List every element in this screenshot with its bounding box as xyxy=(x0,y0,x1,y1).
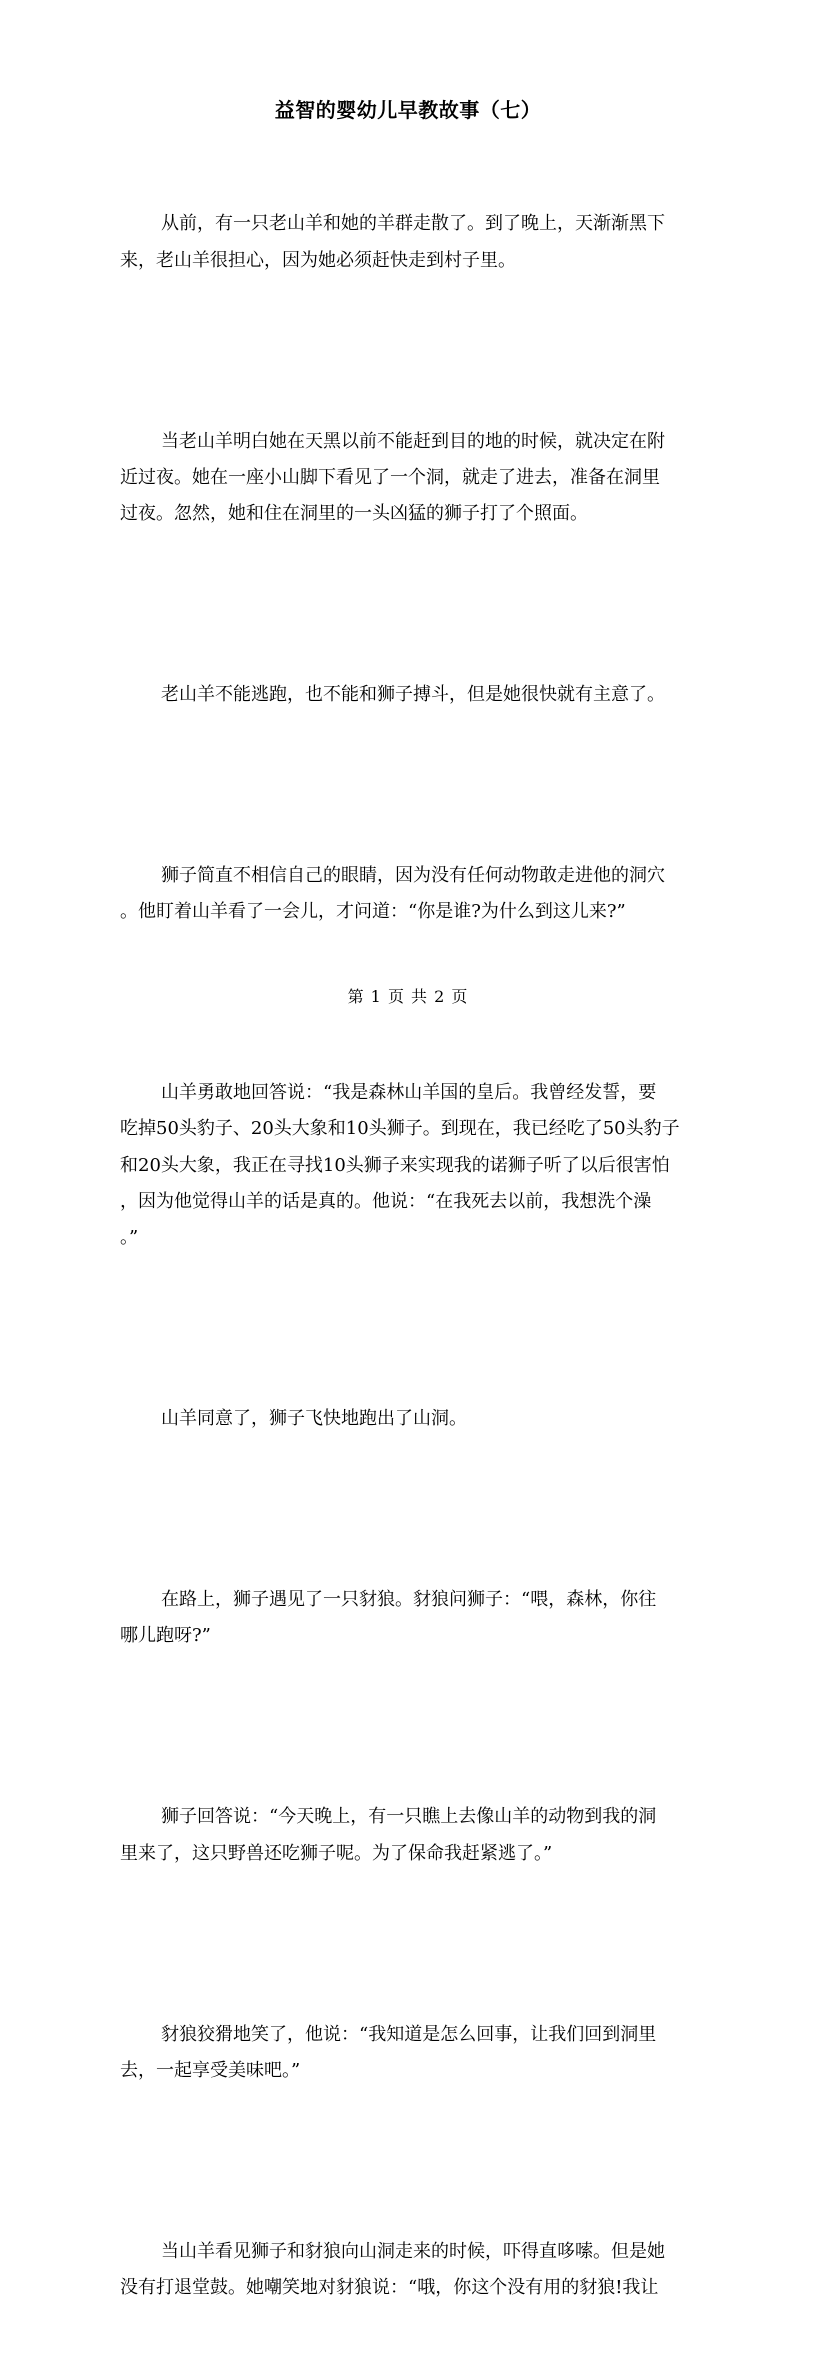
story-body xyxy=(120,134,700,2379)
paragraph-7 xyxy=(120,1510,700,1727)
paragraph-6 xyxy=(120,1329,700,1510)
paragraph-line: 狮子简直不相信自己的眼睛，因为没有任何动物敢走进他的洞穴 xyxy=(161,865,665,887)
paragraph-2 xyxy=(120,351,700,604)
paragraph-line: 当老山羊明白她在天黑以前不能赶到目的地的时候，就决定在附 xyxy=(161,430,665,452)
paragraph-line: 过夜。忽然，她和住在洞里的一头凶猛的狮子打了个照面。 xyxy=(120,503,588,525)
paragraph-1 xyxy=(120,134,700,351)
paragraph-line: 山羊勇敢地回答说：“我是森林山羊国的皇后。我曾经发誓，要 xyxy=(161,1082,657,1104)
paragraph-line: 狮子回答说：“今天晚上，有一只瞧上去像山羊的动物到我的洞 xyxy=(161,1806,657,1828)
paragraph-4 xyxy=(120,786,700,1003)
paragraph-line: 里来了，这只野兽还吃狮子呢。为了保命我赶紧逃了。” xyxy=(120,1842,553,1864)
paragraph-line: 。” xyxy=(120,1227,139,1249)
paragraph-line: 在路上，狮子遇见了一只豺狼。豺狼问狮子：“喂，森林，你往 xyxy=(161,1589,657,1611)
paragraph-line: 来，老山羊很担心，因为她必须赶快走到村子里。 xyxy=(120,249,516,271)
paragraph-line: 吃掉50头豹子、20头大象和10头狮子。到现在，我已经吃了50头豹子 xyxy=(120,1118,680,1140)
paragraph-5 xyxy=(120,1003,700,1329)
paragraph-line: 从前，有一只老山羊和她的羊群走散了。到了晚上，天渐渐黑下 xyxy=(161,213,665,235)
paragraph-line: 哪儿跑呀?” xyxy=(120,1625,211,1647)
document-title: 益智的婴幼儿早教故事（七） xyxy=(274,98,542,122)
paragraph-line: ，因为他觉得山羊的话是真的。他说：“在我死去以前，我想洗个澡 xyxy=(120,1190,652,1212)
page-number-footer: 第 1 页 共 2 页 xyxy=(347,987,469,1006)
paragraph-line: 近过夜。她在一座小山脚下看见了一个洞，就走了进去，准备在洞里 xyxy=(120,466,660,488)
paragraph-line: 没有打退堂鼓。她嘲笑地对豺狼说：“哦，你这个没有用的豺狼!我让 xyxy=(120,2276,659,2298)
paragraph-line: 老山羊不能逃跑，也不能和狮子搏斗，但是她很快就有主意了。 xyxy=(161,684,665,706)
paragraph-line: 和20头大象，我正在寻找10头狮子来实现我的诺狮子听了以后很害怕 xyxy=(120,1154,670,1176)
paragraph-line: 。他盯着山羊看了一会儿，才问道：“你是谁?为什么到这儿来?” xyxy=(120,901,626,923)
paragraph-line: 豺狼狡猾地笑了，他说：“我知道是怎么回事，让我们回到洞里 xyxy=(161,2023,657,2045)
paragraph-10 xyxy=(120,2161,700,2378)
paragraph-line: 当山羊看见狮子和豺狼向山洞走来的时候，吓得直哆嗦。但是她 xyxy=(161,2240,665,2262)
paragraph-line: 山羊同意了，狮子飞快地跑出了山洞。 xyxy=(161,1408,467,1430)
paragraph-line: 去，一起享受美味吧。” xyxy=(120,2059,301,2081)
paragraph-8 xyxy=(120,1727,700,1944)
paragraph-3 xyxy=(120,605,700,786)
paragraph-9 xyxy=(120,1944,700,2161)
